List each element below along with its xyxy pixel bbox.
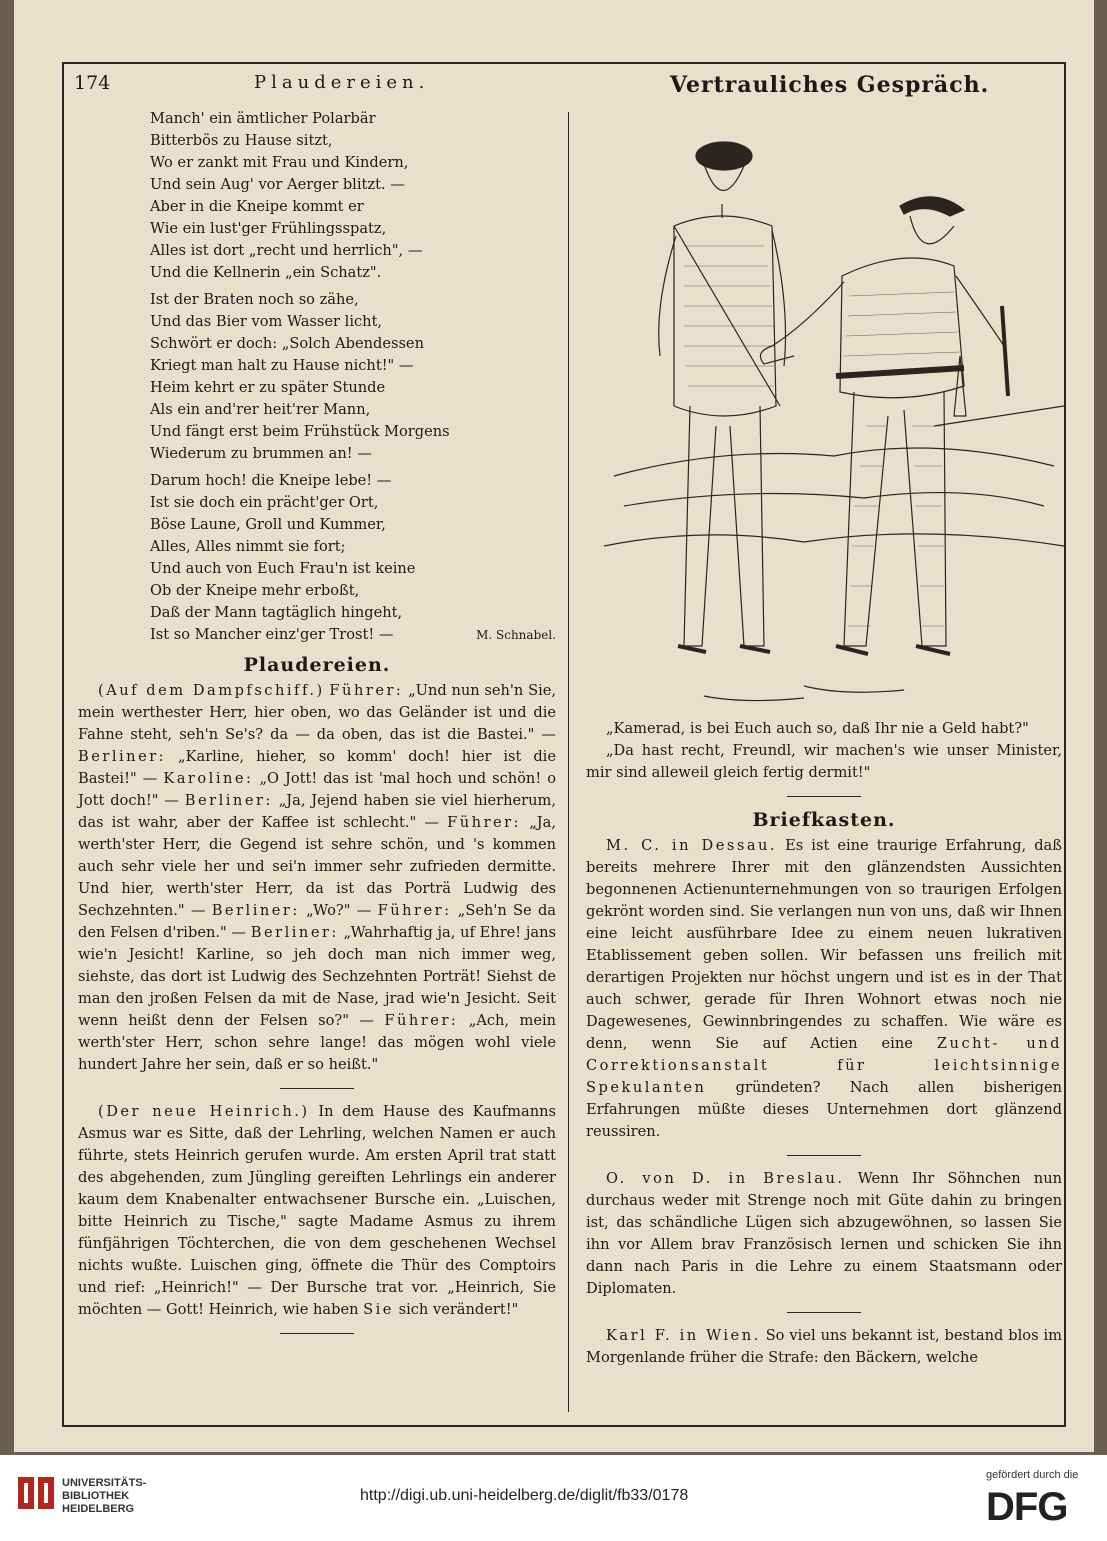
funding-label: gefördert durch die xyxy=(986,1469,1079,1481)
running-head: Plaudereien. xyxy=(254,72,430,93)
engraving-two-soldiers xyxy=(604,106,1064,706)
poem-line: Wie ein lust'ger Frühlingsspatz, xyxy=(150,220,387,237)
section-heading-briefkasten: Briefkasten. xyxy=(752,809,896,831)
viewer-footer xyxy=(0,1455,1107,1541)
poem-line: Ob der Kneipe mehr erboßt, xyxy=(150,582,360,599)
letter-entry-breslau: O. von D. in Breslau. Wenn Ihr Söhnchen nun durchaus weder mit Strenge noch mit Güte dahin zu bringen ist, das schändliche Lügen sich abzugewöhnen, so lassen Sie ihn vor Allem brav Französisch lernen und schicken Sie ihn dann nach Paris in die Lehre zu einem Staatsmann oder Diplomaten. xyxy=(586,1170,1063,1297)
poem-line: Ist der Braten noch so zähe, xyxy=(150,291,359,308)
separator-rule xyxy=(787,1155,861,1156)
poem-line: Daß der Mann tagtäglich hingeht, xyxy=(150,604,403,621)
poem-stanza-1 xyxy=(150,108,556,284)
poem-stanza-3 xyxy=(150,470,556,646)
poem-signature: M. Schnabel. xyxy=(476,628,556,642)
poem-line: Aber in die Kneipe kommt er xyxy=(150,198,364,215)
poem-line: Schwört er doch: „Solch Abendessen xyxy=(150,335,424,352)
poem-line: Böse Laune, Groll und Kummer, xyxy=(150,516,386,533)
poem-line: Ist sie doch ein prächt'ger Ort, xyxy=(150,494,379,511)
caption-line-2: „Da hast recht, Freundl, wir machen's wie unser Minister, mir sind alleweil gleich fertig dermit!" xyxy=(586,742,1062,781)
poem-line: Kriegt man halt zu Hause nicht!" — xyxy=(150,357,414,374)
poem-line: Alles ist dort „recht und herrlich", — xyxy=(150,242,423,259)
separator-rule xyxy=(280,1088,354,1089)
poem-line: Und auch von Euch Frau'n ist keine xyxy=(150,560,416,577)
dfg-logo[interactable]: DFG xyxy=(986,1485,1068,1529)
anecdote-dampfschiff: (Auf dem Dampfschiff.) Führer: „Und nun seh'n Sie, mein werthester Herr, hier oben, wo das Geländer ist und die Fahne steht, seh'n Se's? da — da oben, das ist die Bastei." — Berliner: „Karline, hieher, so komm' doch! hier ist die Bastei!" — Karoline: „O Jott! das ist 'mal hoch und schön! o Jott doch!" — Berliner: „Ja, Jejend haben sie viel hierherum, das ist wahr, aber der Kaffee ist schlecht." — Führer: „Ja, werth'ster Herr, die Gegend ist sehre schön, und 's kommen auch sehr viele her und sei'n immer sehr zufrieden dermitte. Und hier, werth'ster Herr, da ist das Porträ Ludwig des Sechzehnten." — Berliner: „Wo?" — Führer: „Seh'n Se da den Felsen d'riben." — Berliner: „Wahrhaftig ja, uf Ehre! jans wie'n Jesicht! Karline, so jeh doch man nich immer weg, siehste, das dort ist Ludwig des Sechzehnten Porträt! Siehst de man den jroßen Felsen da mit de Nase, jrad wie'n Jesicht. Seit wenn heißt denn der Felsen so?" — Führer: „Ach, mein werth'ster Herr, schon sehre lange! das mögen wohl viele hundert Jahre her sein, daß er so heißt." xyxy=(78,682,557,1073)
separator-rule xyxy=(787,1312,861,1313)
poem-line: Und das Bier vom Wasser licht, xyxy=(150,313,383,330)
section-heading-plaudereien: Plaudereien. xyxy=(243,654,391,676)
poem-line: Als ein and'rer heit'rer Mann, xyxy=(150,401,371,418)
caption-line-1: „Kamerad, is bei Euch auch so, daß Ihr nie a Geld habt?" xyxy=(606,720,1029,737)
poem-line: Und fängt erst beim Frühstück Morgens xyxy=(150,423,450,440)
institution-name[interactable]: UNIVERSITÄTS- BIBLIOTHEK HEIDELBERG xyxy=(62,1477,147,1515)
poem-line: Wiederum zu brummen an! — xyxy=(150,445,372,462)
separator-rule xyxy=(280,1333,354,1334)
poem-line: Alles, Alles nimmt sie fort; xyxy=(150,538,346,555)
permalink-url[interactable]: http://digi.ub.uni-heidelberg.de/diglit/fb33/0178 xyxy=(360,1487,689,1504)
poem-stanza-2 xyxy=(150,289,556,465)
poem-line: Manch' ein ämtlicher Polarbär xyxy=(150,110,376,127)
poem-last-line xyxy=(150,624,556,646)
left-column xyxy=(78,108,556,1346)
letter-entry-dessau: M. C. in Dessau. Es ist eine traurige Erfahrung, daß bereits mehrere Ihrer mit den glänzendsten Aussichten begonnenen Actienunternehmungen von so traurigen Erfolgen gekrönt worden sind. Sie verlangen nun von uns, daß wir Ihnen eine leicht ausführbare Idee zu einem neuen lukrativen Etablissement geben sollen. Wir befassen uns freilich mit derartigen Projekten nur höchst ungern und ist es in der That auch schwer, gerade für Ihren Wohnort etwas noch nie Dagewesenes, Gewinnbringendes zu schaffen. Wie wäre es denn, wenn Sie auf Actien eine Zucht- und Correktionsanstalt für leichtsinnige Spekulanten gründeten? Nach allen bisherigen Erfahrungen müßte dieses Unternehmen dort glänzend reussiren. xyxy=(586,837,1062,1140)
poem-line: Ist so Mancher einz'ger Trost! — xyxy=(150,626,394,643)
page-number: 174 xyxy=(74,72,111,94)
column-divider xyxy=(568,112,569,1412)
letter-entry-wien: Karl F. in Wien. So viel uns bekannt ist, bestand blos im Morgenlande früher die Strafe: den Bäckern, welche xyxy=(586,1327,1063,1366)
illustration-title: Vertrauliches Gespräch. xyxy=(670,72,990,98)
poem-line: Heim kehrt er zu später Stunde xyxy=(150,379,386,396)
poem-line: Und die Kellnerin „ein Schatz". xyxy=(150,264,382,281)
anecdote-neuer-heinrich: (Der neue Heinrich.) In dem Hause des Kaufmanns Asmus war es Sitte, daß der Lehrling, welchen Namen er auch führte, stets Heinrich gerufen wurde. Am ersten April trat statt des abgehenden, zum Jüngling gereiften Lehrlings ein anderer kaum dem Knabenalter entwachsener Bursche ein. „Luischen, bitte Heinrich zu Tische," sagte Madame Asmus zu ihrem fünfjährigen Töchterchen, die von dem geschehenen Wechsel nichts wußte. Luischen ging, öffnete die Thür des Comptoirs und rief: „Heinrich!" — Der Bursche trat vor. „Heinrich, Sie möchten — Gott! Heinrich, wie haben Sie sich verändert!" xyxy=(78,1103,557,1318)
separator-rule xyxy=(787,796,861,797)
poem-line: Und sein Aug' vor Aerger blitzt. — xyxy=(150,176,405,193)
poem-line: Wo er zankt mit Frau und Kindern, xyxy=(150,154,409,171)
scanned-page xyxy=(14,0,1094,1452)
right-column xyxy=(586,718,1062,1369)
poem-line: Bitterbös zu Hause sitzt, xyxy=(150,132,333,149)
poem-line: Darum hoch! die Kneipe lebe! — xyxy=(150,472,392,489)
university-library-logo-icon xyxy=(16,1473,56,1513)
poem xyxy=(150,108,556,646)
